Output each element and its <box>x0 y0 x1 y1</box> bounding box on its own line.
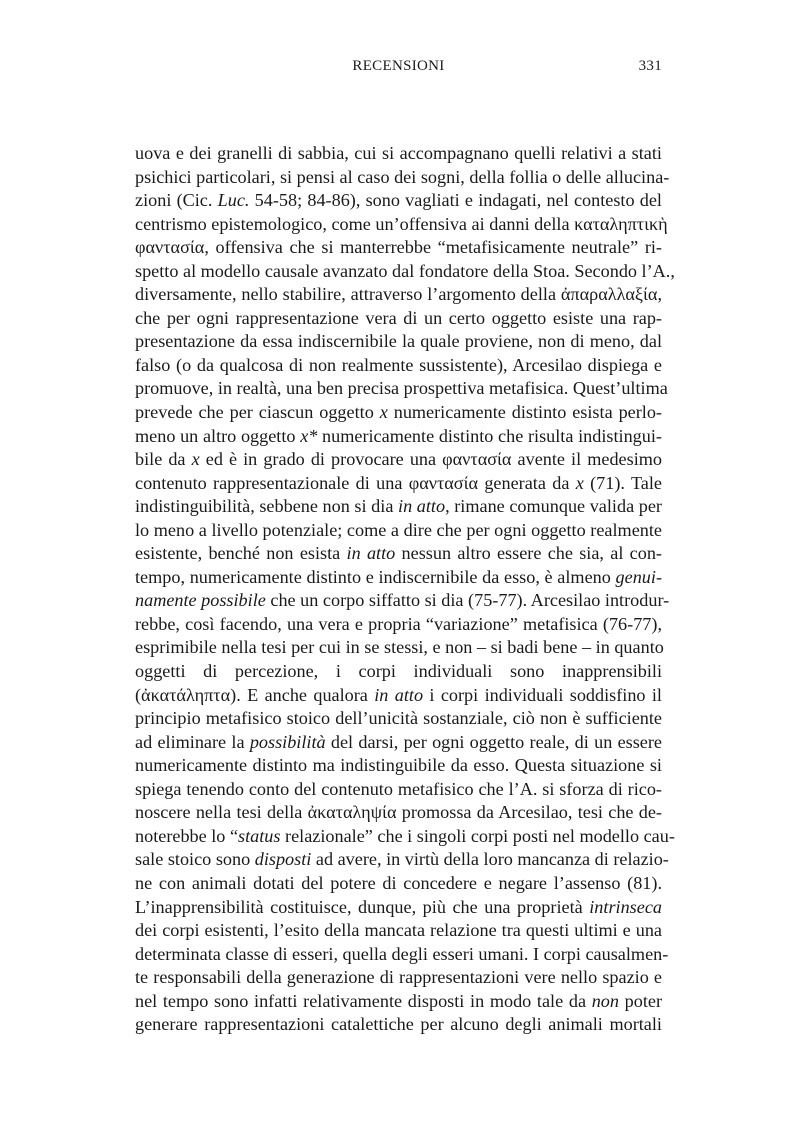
text-line <box>135 166 670 190</box>
text-segment: indistinguibilità, sebbene non si dia <box>135 496 399 517</box>
text-segment: meno un altro oggetto <box>135 425 301 446</box>
text-segment: promuove, in realtà, una ben precisa prospettiva metafisica. Quest’ultima <box>135 378 668 399</box>
text-line <box>135 542 662 566</box>
italic-text: x <box>191 449 200 470</box>
text-segment: numericamente distinto esista perlo- <box>387 402 662 423</box>
body-text <box>135 142 675 1037</box>
text-segment: nessun altro essere che sia, al con- <box>395 543 662 564</box>
text-segment: 54-58; 84-86), sono vagliati e indagati, nel contesto del <box>249 190 662 211</box>
italic-text: x* <box>300 425 318 446</box>
text-segment: poter <box>618 990 663 1011</box>
text-segment: bile da <box>135 449 192 470</box>
text-line <box>135 801 662 825</box>
text-line <box>135 425 662 449</box>
text-segment: (ἀκατάληπτα). E anche qualora <box>135 684 375 705</box>
text-segment: diversamente, nello stabilire, attraverso l’argomento della ἀπαραλλαξία, <box>135 284 662 305</box>
text-segment: oggetti di percezione, i corpi individuali sono inapprensibili <box>135 661 662 682</box>
text-segment: ad eliminare la <box>135 731 250 752</box>
text-segment: , rimane comunque valida per <box>445 496 662 517</box>
text-segment: esprimibile nella tesi per cui in se stessi, e non – si badi bene – in quanto <box>135 637 664 658</box>
text-segment: che per ogni rappresentazione vera di un certo oggetto esiste una rap- <box>135 307 662 328</box>
italic-text: genui- <box>615 566 662 587</box>
text-line <box>135 966 662 990</box>
text-segment: numericamente distinto ma indistinguibile da esso. Questa situazione si <box>135 755 662 776</box>
text-line <box>135 754 662 778</box>
italic-text: namente possibile <box>135 590 266 611</box>
text-segment: ad avere, in virtù della loro mancanza di relazio- <box>311 849 669 870</box>
italic-text: non <box>591 990 619 1011</box>
text-segment: i corpi individuali soddisfino il <box>423 684 662 705</box>
text-line <box>135 636 662 660</box>
text-line <box>135 472 662 496</box>
text-segment: ne con animali dotati del potere di concedere e negare l’assenso (81). <box>135 872 662 893</box>
text-segment: esistente, benché non esista <box>135 543 347 564</box>
text-line <box>135 283 662 307</box>
text-segment: numericamente distinto che risulta indistingui- <box>317 425 662 446</box>
text-line <box>135 354 662 378</box>
text-line <box>135 872 662 896</box>
text-line <box>135 778 662 802</box>
text-line <box>135 731 662 755</box>
text-segment: contenuto rappresentazionale di una φαντασία generata da <box>135 472 576 493</box>
text-segment: spetto al modello causale avanzato dal fondatore della Stoa. Secondo l’A., <box>135 260 675 281</box>
italic-text: in atto <box>346 543 396 564</box>
italic-text: in atto <box>374 684 424 705</box>
text-segment: rebbe, così facendo, una vera e propria “variazione” metafisica (76-77), <box>135 613 662 634</box>
text-line <box>135 236 662 260</box>
text-segment: psichici particolari, si pensi al caso dei sogni, della follia o delle allucina- <box>135 166 670 187</box>
running-title: RECENSIONI <box>352 58 445 74</box>
text-segment: (71). Tale <box>583 472 662 493</box>
italic-text: in atto <box>398 496 446 517</box>
text-segment: principio metafisico stoico dell’unicità sostanziale, ciò non è sufficiente <box>135 708 662 729</box>
page-number: 331 <box>638 58 662 74</box>
italic-text: disposti <box>254 849 312 870</box>
text-segment: tempo, numericamente distinto e indiscernibile da esso, è almeno <box>135 566 616 587</box>
text-line <box>135 589 670 613</box>
text-segment: lo meno a livello potenziale; come a dire che per ogni oggetto realmente <box>135 519 662 540</box>
text-line <box>135 1013 662 1037</box>
text-segment: relazionale” che i singoli corpi posti nel modello cau- <box>280 825 675 846</box>
text-segment: ed è in grado di provocare una φαντασία avente il medesimo <box>199 449 662 470</box>
text-segment: te responsabili della generazione di rappresentazioni vere nello spazio e <box>135 967 662 988</box>
text-segment: prevede che per ciascun oggetto <box>135 402 380 423</box>
text-segment: centrismo epistemologico, come un’offensiva ai danni della καταληπτικὴ <box>135 213 668 234</box>
text-line <box>135 613 662 637</box>
running-header <box>135 58 662 80</box>
text-segment: dei corpi esistenti, l’esito della mancata relazione tra questi ultimi e una <box>135 920 662 941</box>
text-segment: uova e dei granelli di sabbia, cui si accompagnano quelli relativi a stati <box>135 143 662 163</box>
text-line <box>135 213 668 237</box>
text-segment: generare rappresentazioni catalettiche per alcuno degli animali mortali <box>135 1014 662 1035</box>
text-line <box>135 990 662 1014</box>
text-line <box>135 943 669 967</box>
text-line <box>135 848 669 872</box>
text-segment: sale stoico sono <box>135 849 255 870</box>
text-segment: del darsi, per ogni oggetto reale, di un essere <box>325 731 662 752</box>
text-line <box>135 189 662 213</box>
text-segment: spiega tenendo conto del contenuto metafisico che l’A. si sforza di rico- <box>135 778 662 799</box>
text-line <box>135 684 662 708</box>
text-line <box>135 919 662 943</box>
italic-text: status <box>238 825 281 846</box>
text-line <box>135 260 675 284</box>
text-line <box>135 377 668 401</box>
text-segment: zioni (Cic. <box>135 190 218 211</box>
text-segment: presentazione da essa indiscernibile la quale proviene, non di meno, dal <box>135 331 662 352</box>
text-line <box>135 401 662 425</box>
italic-text: intrinseca <box>589 896 662 917</box>
text-segment: nel tempo sono infatti relativamente disposti in modo tale da <box>135 990 592 1011</box>
text-line <box>135 307 662 331</box>
text-line <box>135 825 675 849</box>
text-line <box>135 519 662 543</box>
text-line <box>135 330 662 354</box>
text-line <box>135 660 662 684</box>
text-line <box>135 495 662 519</box>
italic-text: x <box>575 472 584 493</box>
italic-text: Luc. <box>217 190 250 211</box>
text-segment: φαντασία, offensiva che si manterrebbe “metafisicamente neutrale” ri- <box>135 237 662 258</box>
text-line <box>135 707 662 731</box>
text-line <box>135 142 662 166</box>
text-segment: noscere nella tesi della ἀκαταληψία promossa da Arcesilao, tesi che de- <box>135 802 662 823</box>
text-segment: noterebbe lo “ <box>135 825 239 846</box>
text-line <box>135 448 662 472</box>
text-line <box>135 896 662 920</box>
text-segment: determinata classe di esseri, quella degli esseri umani. I corpi causalmen- <box>135 943 669 964</box>
italic-text: x <box>379 402 388 423</box>
italic-text: possibilità <box>249 731 326 752</box>
text-line <box>135 566 662 590</box>
text-segment: falso (o da qualcosa di non realmente sussistente), Arcesilao dispiega e <box>135 354 662 375</box>
text-segment: che un corpo siffatto si dia (75-77). Arcesilao introdur- <box>265 590 670 611</box>
text-segment: L’inapprensibilità costituisce, dunque, più che una proprietà <box>135 896 590 917</box>
